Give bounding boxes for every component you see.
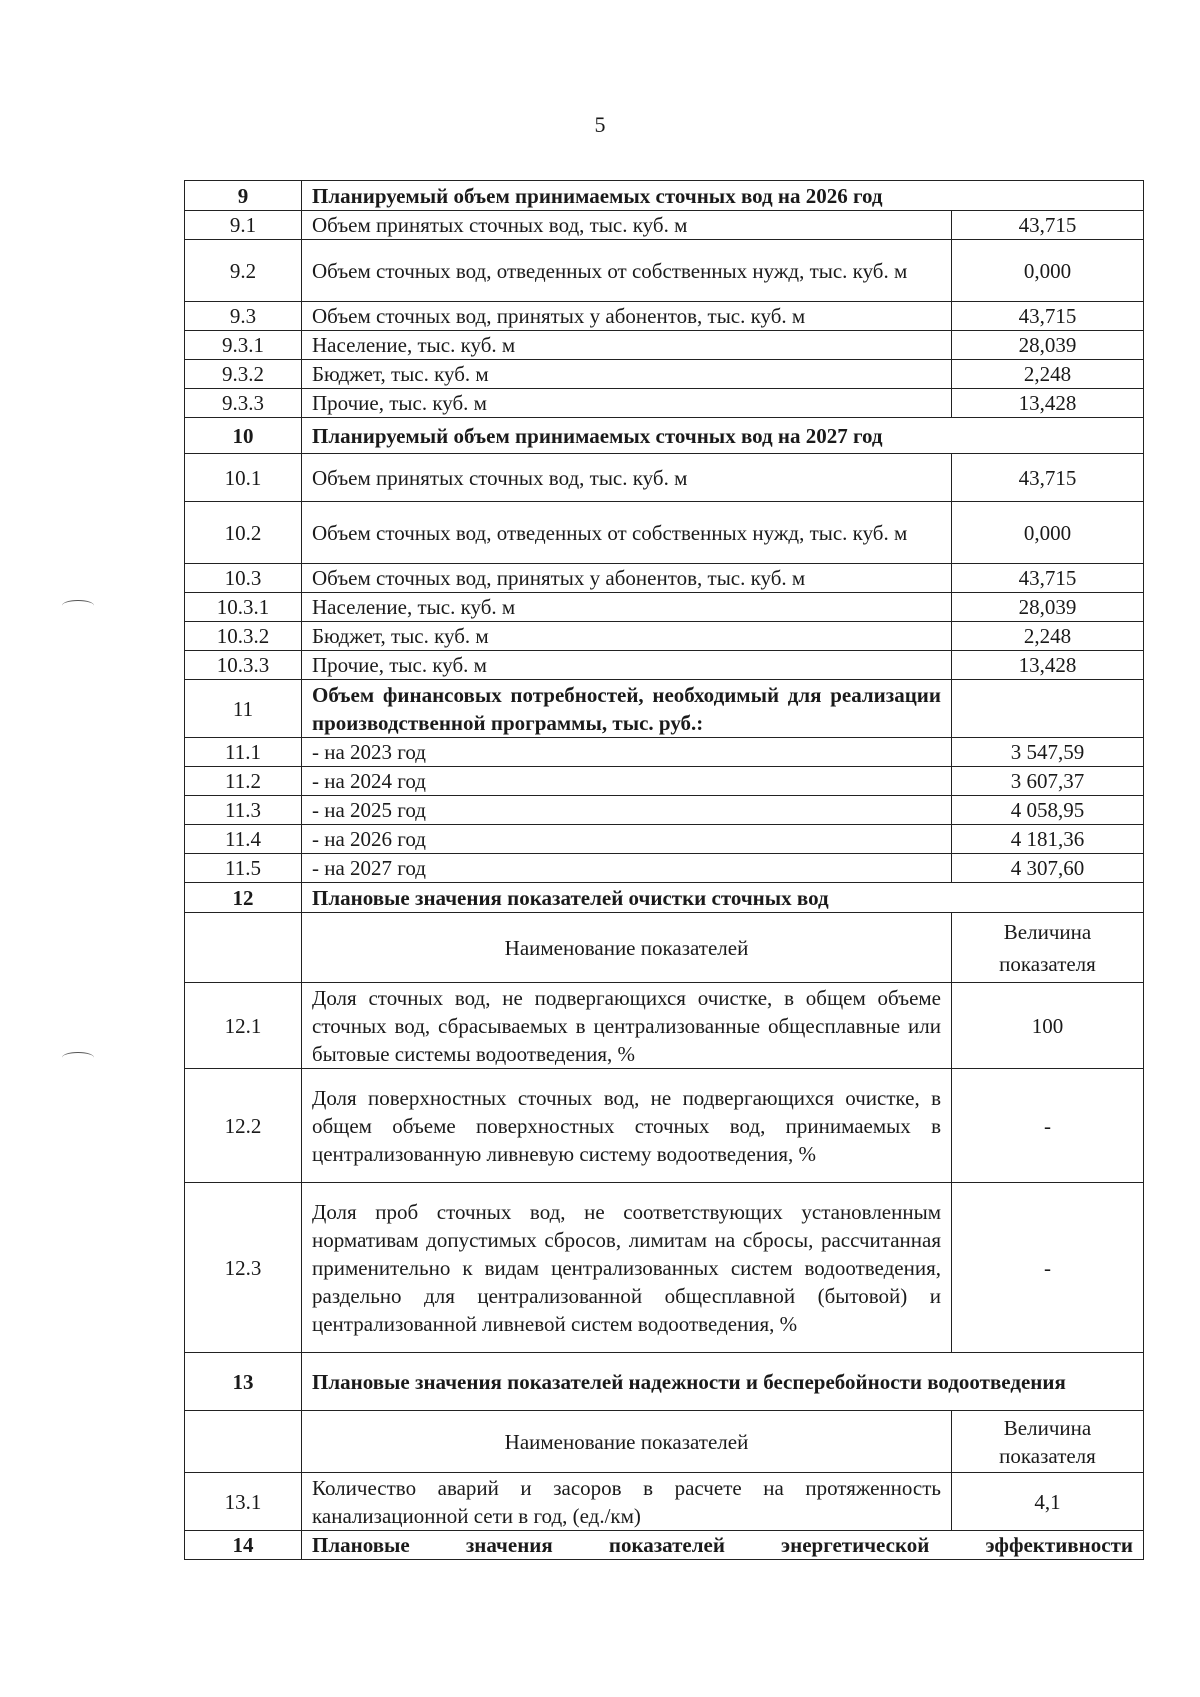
row-number: 11.2 [185,767,302,796]
table-row [185,1069,1144,1183]
row-number: 11.3 [185,796,302,825]
row-value: 3 547,59 [952,738,1144,767]
row-number: 13.1 [185,1473,302,1531]
row-number: 9.1 [185,211,302,240]
section-row [185,1531,1144,1560]
row-number: 12.1 [185,983,302,1069]
row-value: 3 607,37 [952,767,1144,796]
row-value: 0,000 [952,502,1144,564]
row-number: 10.3 [185,564,302,593]
row-number: 11 [185,680,302,738]
column-header-row [185,1411,1144,1473]
table-row [185,767,1144,796]
table-row [185,564,1144,593]
row-number [185,1411,302,1473]
table-row [185,302,1144,331]
row-value: 100 [952,983,1144,1069]
row-number: 12.3 [185,1183,302,1353]
row-label: Прочие, тыс. куб. м [302,651,952,680]
row-number: 10 [185,418,302,454]
row-number: 12 [185,883,302,913]
section-title: Планируемый объем принимаемых сточных вод на 2027 год [302,418,1144,454]
row-number: 9.3.1 [185,331,302,360]
row-value: 2,248 [952,360,1144,389]
row-number: 10.3.2 [185,622,302,651]
table-row [185,983,1144,1069]
table-row [185,593,1144,622]
row-label: - на 2024 год [302,767,952,796]
row-value: 28,039 [952,593,1144,622]
column-header-row [185,913,1144,983]
table-row [185,389,1144,418]
row-label: Бюджет, тыс. куб. м [302,622,952,651]
row-label: Бюджет, тыс. куб. м [302,360,952,389]
column-header-value: Величина показателя [952,1411,1144,1473]
row-label: - на 2026 год [302,825,952,854]
row-label: Объем сточных вод, отведенных от собственных нужд, тыс. куб. м [302,502,952,564]
section-title: Плановые значения показателей очистки сточных вод [302,883,1144,913]
row-value: 43,715 [952,564,1144,593]
table-row [185,454,1144,502]
row-number: 10.2 [185,502,302,564]
row-label: Объем сточных вод, отведенных от собственных нужд, тыс. куб. м [302,240,952,302]
table-row [185,240,1144,302]
row-label: Население, тыс. куб. м [302,331,952,360]
row-number: 13 [185,1353,302,1411]
row-value: 43,715 [952,454,1144,502]
row-value: 4 307,60 [952,854,1144,883]
table-row [185,796,1144,825]
row-label: Население, тыс. куб. м [302,593,952,622]
margin-mark [62,600,94,611]
row-value: 13,428 [952,389,1144,418]
row-number: 9 [185,181,302,211]
row-value: - [952,1069,1144,1183]
row-label: - на 2027 год [302,854,952,883]
table-row [185,651,1144,680]
row-value [952,680,1144,738]
column-header-value: Величина показателя [952,913,1144,983]
section-title: Планируемый объем принимаемых сточных вод на 2026 год [302,181,1144,211]
row-label: Объем финансовых потребностей, необходимый для реализации производственной программы, тыс. руб.: [302,680,952,738]
column-header-name: Наименование показателей [302,913,952,983]
row-number: 9.3.3 [185,389,302,418]
table-row [185,331,1144,360]
table-row [185,680,1144,738]
row-number: 9.3 [185,302,302,331]
page-number: 5 [594,112,606,137]
section-row [185,418,1144,454]
row-number: 14 [185,1531,302,1560]
row-number: 12.2 [185,1069,302,1183]
row-label: Объем принятых сточных вод, тыс. куб. м [302,454,952,502]
row-number: 9.3.2 [185,360,302,389]
row-number: 10.3.1 [185,593,302,622]
margin-mark [62,1052,94,1063]
row-value: 43,715 [952,302,1144,331]
row-label: Доля сточных вод, не подвергающихся очистке, в общем объеме сточных вод, сбрасываемых в централизованные общесплавные или бытовые системы водоотведения, % [302,983,952,1069]
row-value: 4 058,95 [952,796,1144,825]
table-row [185,854,1144,883]
row-number: 11.1 [185,738,302,767]
row-label: Количество аварий и засоров в расчете на протяженность канализационной сети в год, (ед./км) [302,1473,952,1531]
table-row [185,825,1144,854]
row-label: - на 2023 год [302,738,952,767]
row-number: 10.1 [185,454,302,502]
row-number: 11.4 [185,825,302,854]
table-row [185,738,1144,767]
row-label: Доля поверхностных сточных вод, не подвергающихся очистке, в общем объеме поверхностных сточных вод, принимаемых в централизованную ливневую систему водоотведения, % [302,1069,952,1183]
row-label: Объем сточных вод, принятых у абонентов, тыс. куб. м [302,564,952,593]
row-number: 11.5 [185,854,302,883]
row-value: 0,000 [952,240,1144,302]
section-title: Плановые значения показателей энергетической эффективности [302,1531,1144,1560]
row-value: 43,715 [952,211,1144,240]
row-value: 28,039 [952,331,1144,360]
row-number: 10.3.3 [185,651,302,680]
table-row [185,1473,1144,1531]
section-row [185,883,1144,913]
table-row [185,622,1144,651]
row-value: 2,248 [952,622,1144,651]
row-label: Доля проб сточных вод, не соответствующих установленным нормативам допустимых сбросов, лимитам на сбросы, рассчитанная применительно к видам централизованных систем водоотведения, раздельно для централизованной общесплавной (бытовой) и централизованной ливневой систем водоотведения, % [302,1183,952,1353]
section-title: Плановые значения показателей надежности и бесперебойности водоотведения [302,1353,1144,1411]
table-row [185,211,1144,240]
row-label: Прочие, тыс. куб. м [302,389,952,418]
indicators-table [184,180,1144,1560]
table-row [185,1183,1144,1353]
table-row [185,502,1144,564]
row-label: - на 2025 год [302,796,952,825]
section-row [185,1353,1144,1411]
column-header-name: Наименование показателей [302,1411,952,1473]
row-value: 4,1 [952,1473,1144,1531]
row-value: 13,428 [952,651,1144,680]
row-value: - [952,1183,1144,1353]
section-row [185,181,1144,211]
row-label: Объем сточных вод, принятых у абонентов, тыс. куб. м [302,302,952,331]
row-number [185,913,302,983]
row-label: Объем принятых сточных вод, тыс. куб. м [302,211,952,240]
table-row [185,360,1144,389]
row-value: 4 181,36 [952,825,1144,854]
row-number: 9.2 [185,240,302,302]
